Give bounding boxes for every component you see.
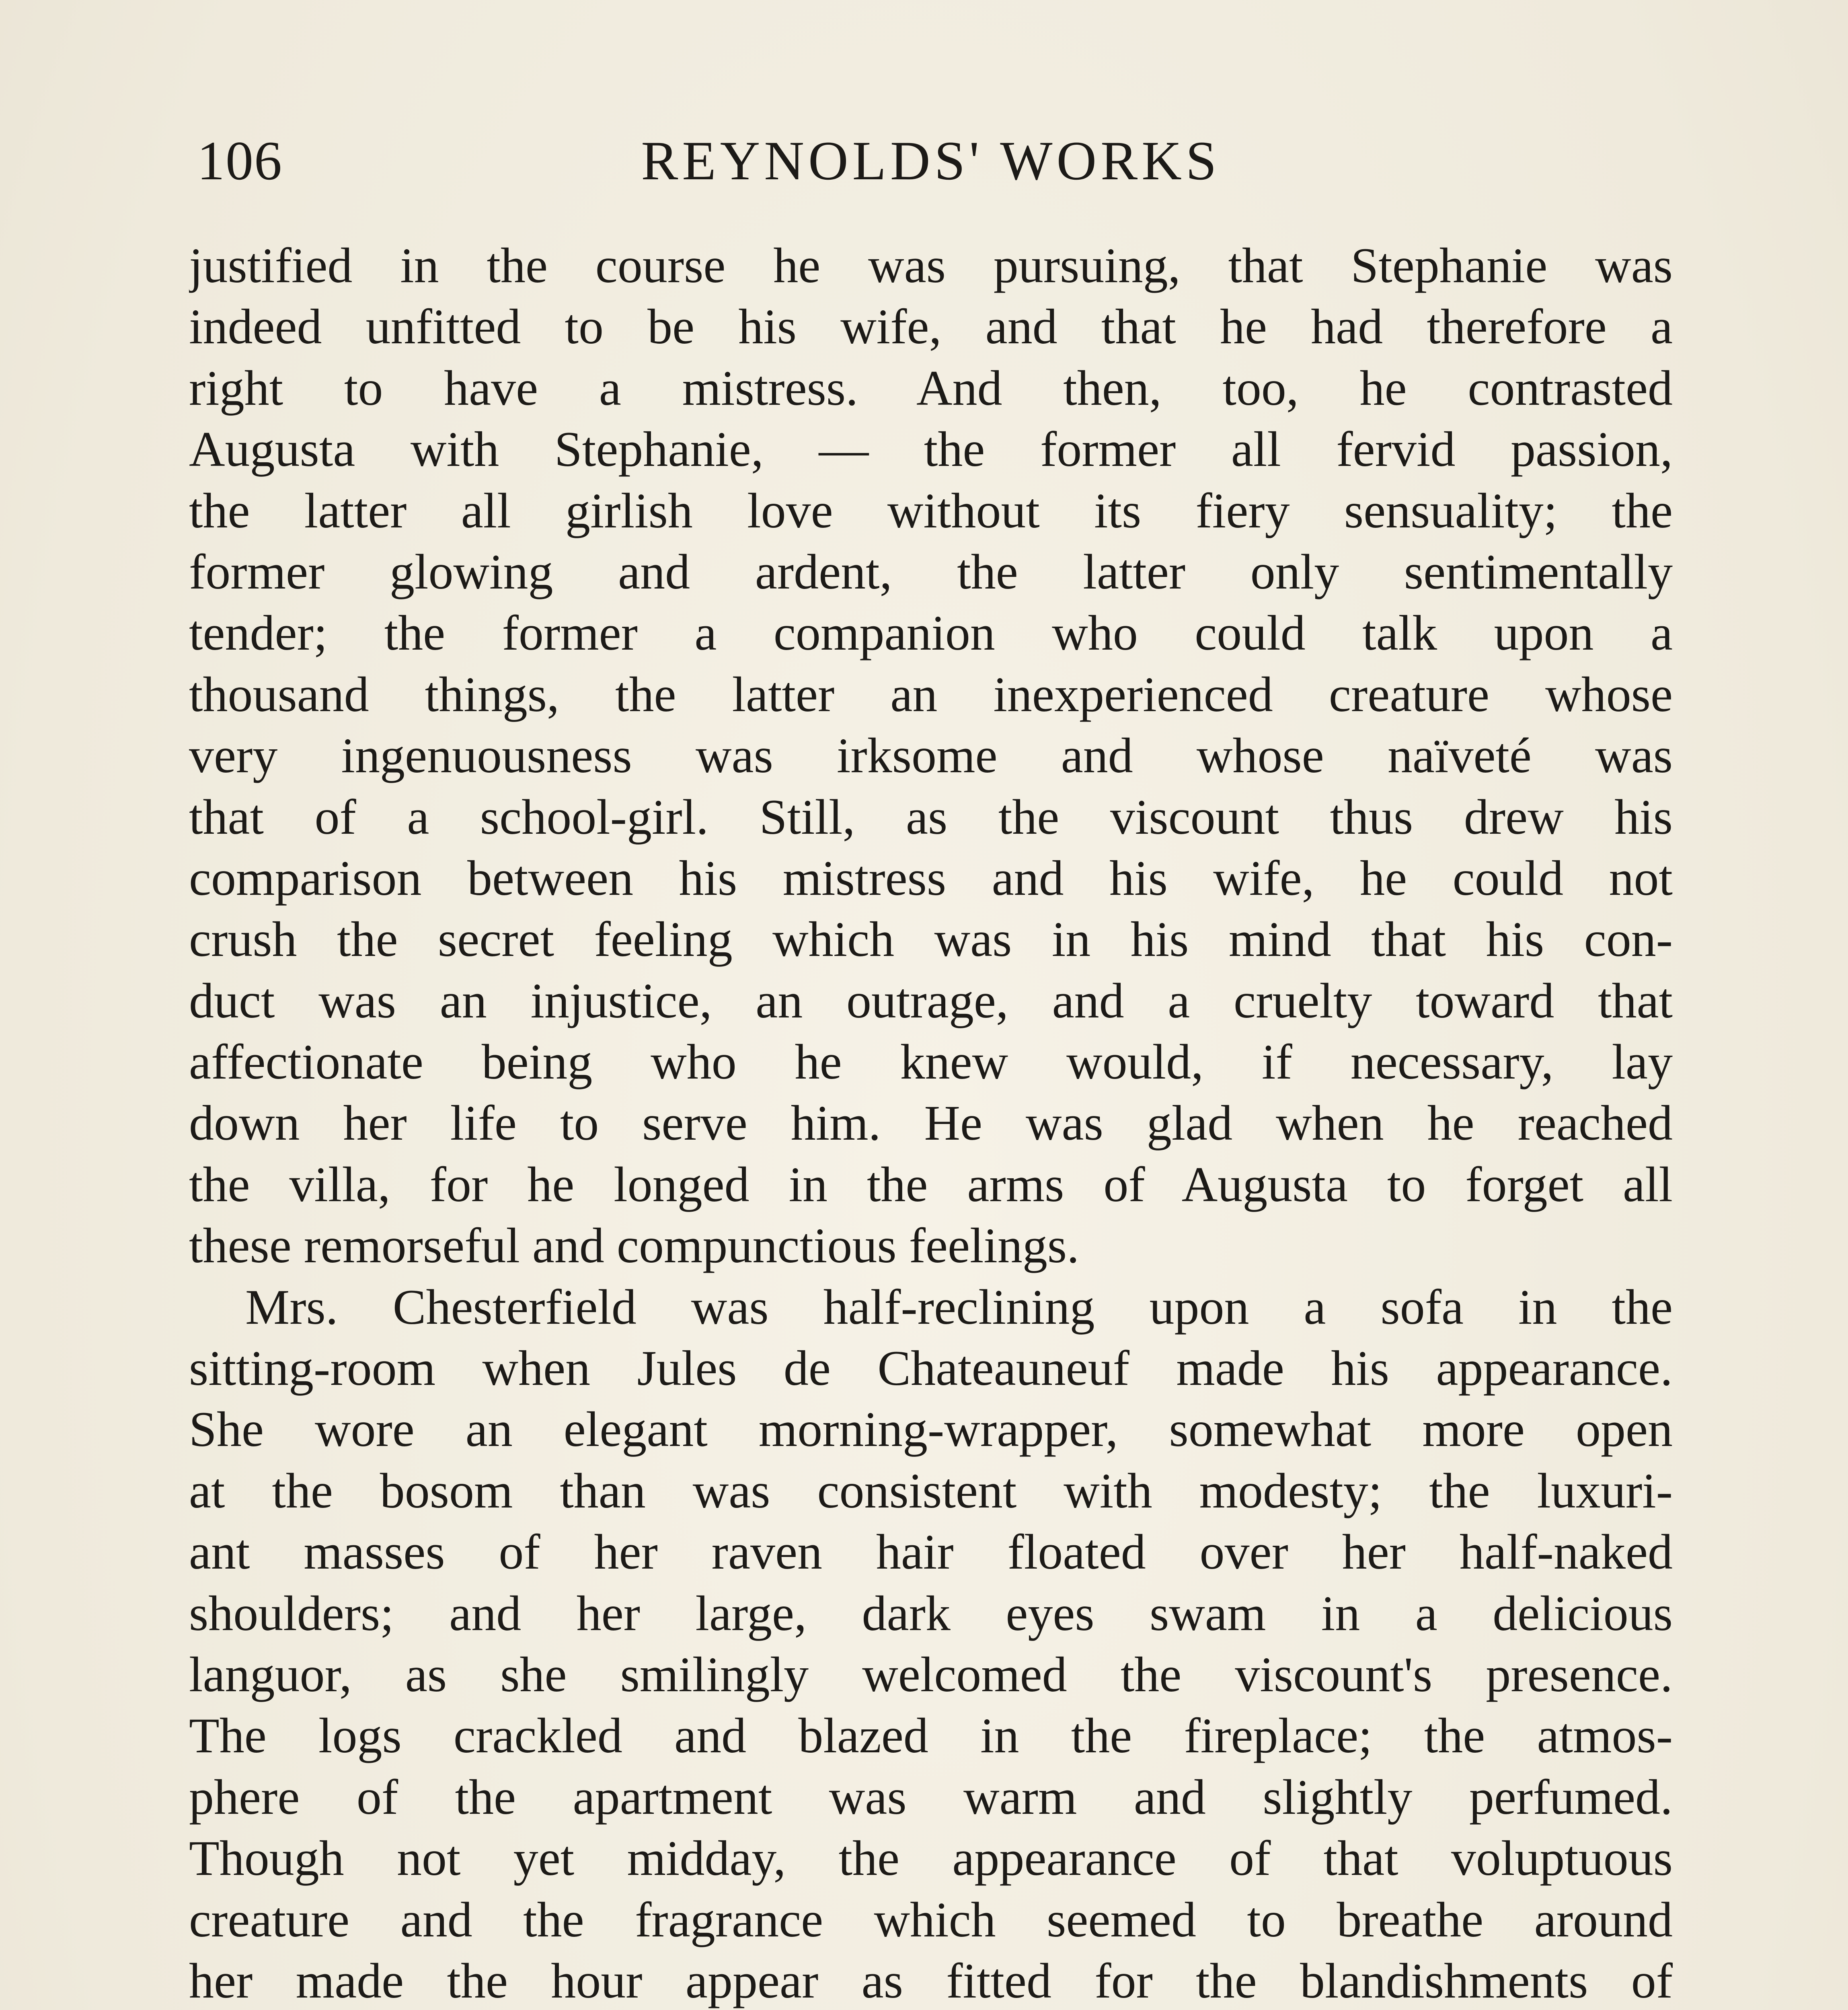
text-line: shoulders; and her large, dark eyes swam in a delicious [189,1585,1673,1641]
text-line: duct was an injustice, an outrage, and a cruelty toward that [189,973,1673,1028]
text-line: The logs crackled and blazed in the fireplace; the atmos- [189,1708,1673,1764]
text-line: indeed unfitted to be his wife, and that he had therefore a [189,299,1673,355]
text-line: crush the secret feeling which was in his mind that his con- [189,912,1673,967]
text-line: comparison between his mistress and his wife, he could not [189,850,1673,906]
text-line: Mrs. Chesterfield was half-reclining upon a sofa in the [245,1279,1673,1335]
text-line: justified in the course he was pursuing, that Stephanie was [189,238,1673,293]
text-line: ant masses of her raven hair floated over her half-naked [189,1524,1673,1580]
text-line: thousand things, the latter an inexperienced creature whose [189,667,1673,722]
page-header [189,121,1673,201]
running-head: REYNOLDS' WORKS [641,130,1221,191]
text-line: former glowing and ardent, the latter only sentimentally [189,544,1673,599]
text-line: sitting-room when Jules de Chateauneuf made his appearance. [189,1341,1673,1396]
text-line: down her life to serve him. He was glad when he reached [189,1095,1673,1151]
text-line: the villa, for he longed in the arms of Augusta to forget all [189,1157,1673,1212]
text-line: phere of the apartment was warm and slightly perfumed. [189,1769,1673,1825]
page-number: 106 [197,130,283,191]
text-line: the latter all girlish love without its fiery sensuality; the [189,483,1673,538]
text-line: right to have a mistress. And then, too, he contrasted [189,360,1673,416]
text-line: She wore an elegant morning-wrapper, somewhat more open [189,1402,1673,1457]
body-text [189,235,1673,2010]
text-line: these remorseful and compunctious feelings. [189,1218,1080,1274]
text-line: Though not yet midday, the appearance of that voluptuous [189,1831,1673,1886]
text-line: affectionate being who he knew would, if necessary, lay [189,1034,1673,1090]
text-line: languor, as she smilingly welcomed the viscount's presence. [189,1647,1673,1702]
text-line: creature and the fragrance which seemed to breathe around [189,1892,1673,1947]
text-line: very ingenuousness was irksome and whose naïveté was [189,728,1673,783]
text-line: her made the hour appear as fitted for the blandishments of [189,1953,1673,2008]
text-line: tender; the former a companion who could talk upon a [189,605,1673,661]
text-line: Augusta with Stephanie, — the former all fervid passion, [189,422,1673,477]
text-line: that of a school-girl. Still, as the viscount thus drew his [189,789,1673,845]
text-line: at the bosom than was consistent with modesty; the luxuri- [189,1463,1673,1518]
